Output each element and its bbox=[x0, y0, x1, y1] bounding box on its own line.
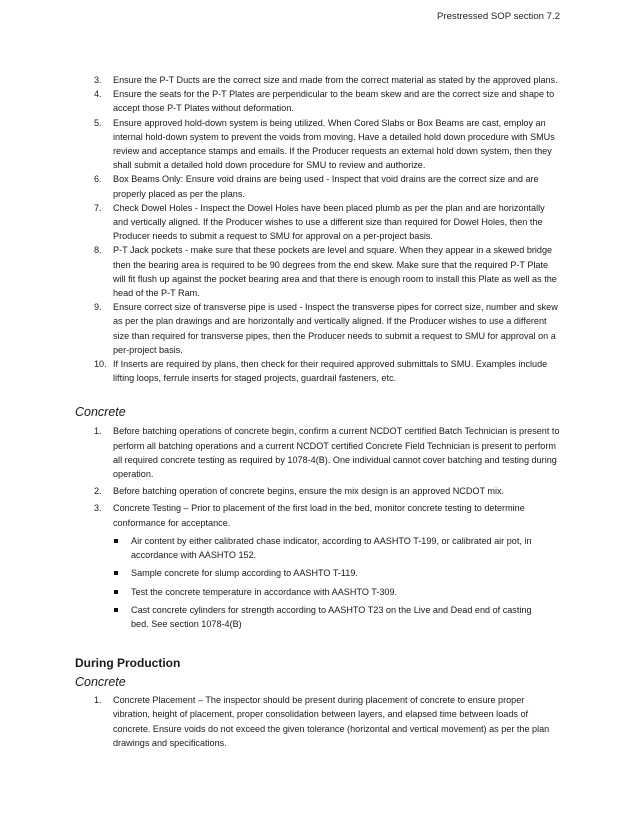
preparation-list bbox=[0, 73, 638, 385]
item-number: 6. bbox=[94, 174, 102, 185]
during-production-list bbox=[0, 693, 638, 750]
bullet-icon bbox=[114, 590, 118, 594]
list-item bbox=[0, 87, 638, 115]
page-header: Prestressed SOP section 7.2 bbox=[436, 11, 560, 22]
bullet-icon bbox=[114, 539, 118, 543]
item-number: 1. bbox=[94, 426, 102, 437]
list-item bbox=[0, 116, 638, 173]
list-item bbox=[0, 484, 638, 498]
item-number: 10. bbox=[94, 359, 107, 370]
item-number: 8. bbox=[94, 245, 102, 256]
item-number: 3. bbox=[94, 75, 102, 85]
item-text: P-T Jack pockets - make sure that these pockets are level and square. When they appear in a skewed bridge then the bearing area is required to be 90 degrees from the end skew. Make sure that the required P-T Plate will fit flush up against the pocket bearing area and that there is enough room to install this Plate as well as the head of the P-T Ram. bbox=[113, 245, 557, 299]
item-text: Ensure the seats for the P-T Plates are perpendicular to the beam skew and are the correct size and shape to accept those P-T Plates without deformation. bbox=[113, 89, 555, 114]
item-text: Concrete Placement – The inspector should be present during placement of concrete to ensure proper vibration, height of placement, proper consolidation between layers, and elapsed time between loads of concrete. Ensure voids do not exceed the given tolerance (horizontal and vertical movement) as per the plan drawings and specifications. bbox=[113, 695, 550, 748]
list-item bbox=[0, 201, 638, 244]
list-item bbox=[0, 424, 638, 481]
concrete-subheading: Concrete bbox=[75, 675, 126, 690]
item-number: 4. bbox=[94, 89, 102, 100]
list-item bbox=[0, 172, 638, 200]
item-text: Box Beams Only: Ensure void drains are being used - Inspect that void drains are the correct size and are properly placed as per the plans. bbox=[113, 174, 539, 199]
list-item bbox=[0, 693, 638, 750]
list-item bbox=[0, 300, 638, 357]
item-text: Ensure correct size of transverse pipe is used - Inspect the transverse pipes for correct size, number and skew as per the plan drawings and are horizontally and vertically aligned. If the Producer wishes to use a different size than required for transverse pipes, then the Producer needs to submit a request to SMU for approval on a per-project basis. bbox=[113, 302, 558, 355]
item-text: Before batching operation of concrete begins, ensure the mix design is an approved NCDOT mix. bbox=[113, 486, 505, 497]
bullet-item bbox=[0, 566, 638, 580]
during-production-heading: During Production bbox=[75, 656, 181, 671]
document-body bbox=[0, 73, 638, 750]
item-number: 1. bbox=[94, 695, 102, 706]
bullet-item bbox=[0, 534, 638, 562]
item-text: Ensure approved hold-down system is being utilized. When Cored Slabs or Box Beams are cast, employ an internal hold-down system to prevent the voids from moving. Have a detailed hold down procedure with SMUs review and acceptance stamps and emails. If the Producer requests an external hold down system, then they shall submit a detailed hold down procedure for SMU to review and authorize. bbox=[113, 117, 555, 171]
item-number: 9. bbox=[94, 302, 102, 313]
bullet-icon bbox=[114, 571, 118, 575]
bullet-item bbox=[0, 585, 638, 599]
item-text: If Inserts are required by plans, then check for their required approved submittals to SMU. Examples include lifting loops, ferrule inserts for staged projects, guardrail fasteners, etc. bbox=[113, 359, 548, 384]
list-item bbox=[0, 501, 638, 529]
item-text: Ensure the P-T Ducts are the correct size and made from the correct material as stated by the approved plans. bbox=[113, 75, 558, 85]
list-item bbox=[0, 357, 638, 385]
bullet-icon bbox=[114, 608, 118, 612]
bullet-text: Sample concrete for slump according to AASHTO T-119. bbox=[131, 568, 358, 579]
concrete-list bbox=[0, 424, 638, 529]
item-text: Check Dowel Holes - Inspect the Dowel Holes have been placed plumb as per the plan and are horizontally and vertically aligned. If the Producer wishes to use a different size than required for Dowel Holes, then the Producer needs to submit a request to SMU for approval on a per-project basis. bbox=[113, 202, 545, 242]
bullet-text: Test the concrete temperature in accordance with AASHTO T-309. bbox=[131, 586, 398, 597]
concrete-heading: Concrete bbox=[75, 405, 126, 420]
item-text: Concrete Testing – Prior to placement of the first load in the bed, monitor concrete testing to determine conformance for acceptance. bbox=[113, 503, 525, 528]
list-item bbox=[0, 243, 638, 300]
item-number: 7. bbox=[94, 202, 102, 213]
item-number: 5. bbox=[94, 117, 102, 128]
item-text: Before batching operations of concrete begin, confirm a current NCDOT certified Batch Technician is present to perform all batching operations and a current NCDOT certified Concrete Field Technician is present to perform all required concrete testing as required by 1078-4(B). One individual cannot cover batching and testing during operation. bbox=[113, 426, 560, 480]
item-number: 2. bbox=[94, 486, 102, 497]
item-number: 3. bbox=[94, 503, 102, 514]
bullet-item bbox=[0, 603, 638, 631]
testing-bullets bbox=[0, 534, 638, 631]
bullet-text: Air content by either calibrated chase indicator, according to AASHTO T-199, or calibrated air pot, in accordance with AASHTO 152. bbox=[131, 535, 532, 561]
bullet-text: Cast concrete cylinders for strength according to AASHTO T23 on the Live and Dead end of casting bed. See section 1078-4(B) bbox=[131, 604, 532, 629]
list-item bbox=[0, 73, 638, 87]
